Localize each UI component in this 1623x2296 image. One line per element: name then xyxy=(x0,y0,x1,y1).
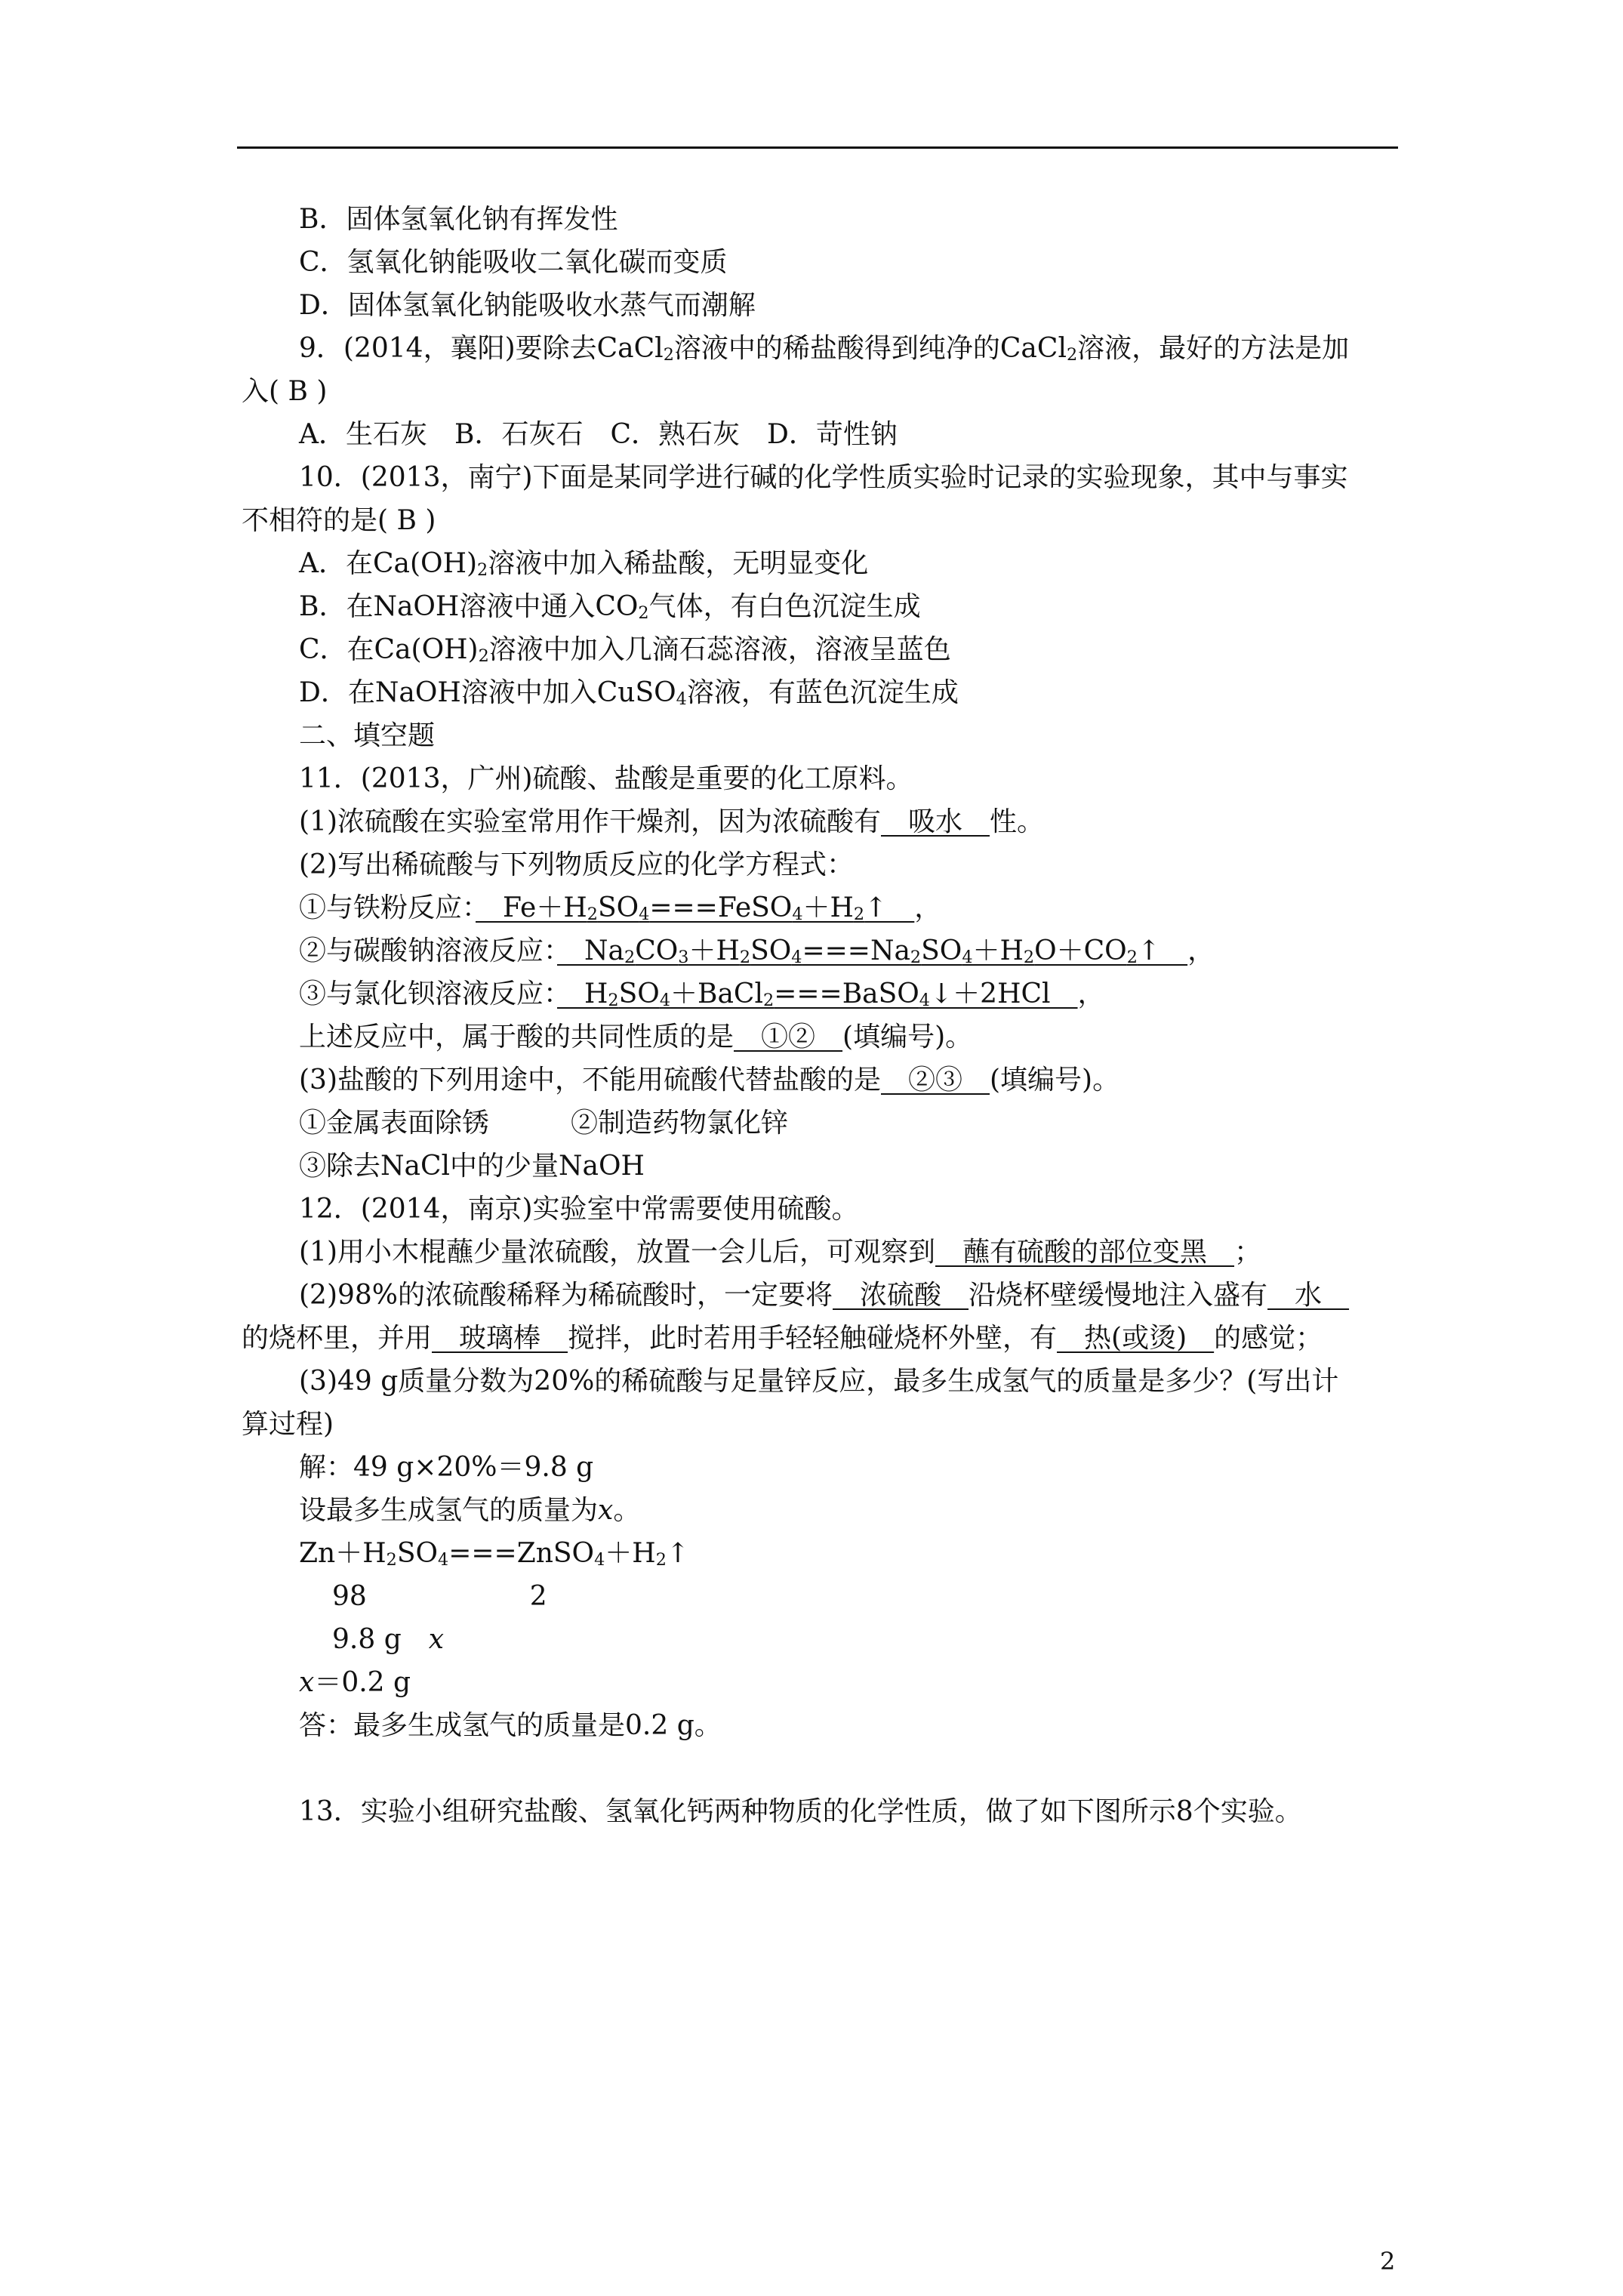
question-11-stem: 11．(2013，广州)硫酸、盐酸是重要的化工原料。 xyxy=(299,763,913,794)
q10-option-a: A．在$Ca(OH)_2$溶液中加入稀盐酸，无明显变化 xyxy=(299,548,869,581)
q12-part-3-line-2: 算过程) xyxy=(242,1409,334,1440)
q10-option-b: B．在NaOH溶液中通入$CO_2$气体，有白色沉淀生成 xyxy=(299,591,921,624)
page-number: 2 xyxy=(1380,2247,1396,2276)
answer-blank: $H_2SO_4+BaCl_2===BaSO_4↓+2HCl$ xyxy=(557,978,1078,1011)
answer-blank: ①② xyxy=(734,1022,843,1052)
answer-blank: 热(或烫) xyxy=(1057,1323,1215,1354)
solution-line-2: 设最多生成氢气的质量为x。 xyxy=(299,1495,641,1526)
answer-blank: $Na_2CO_3+H_2SO_4===Na_2SO_4+H_2O+CO_2↑$ xyxy=(557,935,1188,968)
q12-part-2-line-1: (2)98%的浓硫酸稀释为稀硫酸时，一定要将 浓硫酸 沿烧杯壁缓慢地注入盛有 水 xyxy=(299,1280,1350,1311)
answer-blank: 吸水 xyxy=(881,806,990,837)
q12-part-3-line-1: (3)49 g质量分数为20%的稀硫酸与足量锌反应，最多生成氢气的质量是多少？(写出计 xyxy=(299,1366,1339,1397)
solution-line-1: 解：49 g×20%＝9.8 g xyxy=(299,1452,594,1483)
question-10-answer: 不相符的是( B ) xyxy=(242,505,436,536)
solution-equation: $Zn+H_2SO_4===ZnSO_4+H_2↑$ xyxy=(299,1538,690,1570)
q11-equation-sodium-carbonate: ②与碳酸钠溶液反应： $Na_2CO_3+H_2SO_4===Na_2SO_4+H_2O+CO_2↑$ ， xyxy=(299,935,1215,968)
q11-equation-iron: ①与铁粉反应： $Fe+H_2SO_4===FeSO_4+H_2↑$ ， xyxy=(299,892,942,925)
answer-blank: 浓硫酸 xyxy=(833,1280,969,1311)
question-13-stem: 13．实验小组研究盐酸、氢氧化钙两种物质的化学性质，做了如下图所示8个实验。 xyxy=(299,1796,1302,1827)
q11-uses-2: ③除去NaCl中的少量NaOH xyxy=(299,1151,645,1182)
q12-part-2-line-2: 的烧杯里，并用 玻璃棒 搅拌，此时若用手轻轻触碰烧杯外壁，有 热(或烫) 的感觉； xyxy=(242,1323,1323,1354)
solution-ratio-1: 98 2 xyxy=(332,1581,547,1612)
q11-part-1: (1)浓硫酸在实验室常用作干燥剂，因为浓硫酸有 吸水 性。 xyxy=(299,806,1045,837)
q10-option-d: D．在NaOH溶液中加入CuSO$_4$溶液，有蓝色沉淀生成 xyxy=(299,677,959,710)
q11-equation-barium-chloride: ③与氯化钡溶液反应： $H_2SO_4+BaCl_2===BaSO_4↓+2HCl$ ， xyxy=(299,978,1105,1011)
q11-part-2: (2)写出稀硫酸与下列物质反应的化学方程式： xyxy=(299,849,854,880)
q10-option-c: C．在$Ca(OH)_2$溶液中加入几滴石蕊溶液，溶液呈蓝色 xyxy=(299,634,951,667)
question-12-stem: 12．(2014，南京)实验室中常需要使用硫酸。 xyxy=(299,1194,859,1225)
question-9-answer: 入( B ) xyxy=(242,376,328,407)
solution-result: x＝0.2 g xyxy=(299,1667,411,1698)
answer-blank: 水 xyxy=(1267,1280,1350,1311)
q11-part-3: (3)盐酸的下列用途中，不能用硫酸代替盐酸的是 ②③ (填编号)。 xyxy=(299,1065,1120,1096)
solution-ratio-2: 9.8 g x xyxy=(332,1624,445,1655)
q12-part-1: (1)用小木棍蘸少量浓硫酸，放置一会儿后，可观察到 蘸有硫酸的部位变黑 ； xyxy=(299,1237,1262,1268)
q8-option-b: B．固体氢氧化钠有挥发性 xyxy=(299,204,618,235)
q11-common-property: 上述反应中，属于酸的共同性质的是 ①② (填编号)。 xyxy=(299,1022,973,1052)
q11-uses-1: ①金属表面除锈 ②制造药物氯化锌 xyxy=(299,1108,789,1139)
header-rule xyxy=(237,146,1398,149)
solution-answer: 答：最多生成氢气的质量是0.2 g。 xyxy=(299,1710,722,1741)
question-10-stem: 10．(2013，南宁)下面是某同学进行碱的化学性质实验时记录的实验现象，其中与事实 xyxy=(299,462,1348,493)
question-9-stem: 9．(2014，襄阳)要除去CaCl$_2$溶液中的稀盐酸得到纯净的CaCl$_2$溶液，最好的方法是加 xyxy=(299,333,1350,365)
document-body xyxy=(242,198,1397,1833)
answer-blank: $Fe+H_2SO_4===FeSO_4+H_2↑$ xyxy=(476,892,915,925)
answer-blank: 玻璃棒 xyxy=(432,1323,568,1354)
q8-option-d: D．固体氢氧化钠能吸收水蒸气而潮解 xyxy=(299,290,756,321)
answer-blank: ②③ xyxy=(881,1065,990,1096)
answer-blank: 蘸有硫酸的部位变黑 xyxy=(935,1237,1235,1268)
question-9-options: A．生石灰 B．石灰石 C．熟石灰 D．苛性钠 xyxy=(299,419,898,450)
section-heading: 二、填空题 xyxy=(299,720,436,751)
q8-option-c: C．氢氧化钠能吸收二氧化碳而变质 xyxy=(299,247,728,278)
